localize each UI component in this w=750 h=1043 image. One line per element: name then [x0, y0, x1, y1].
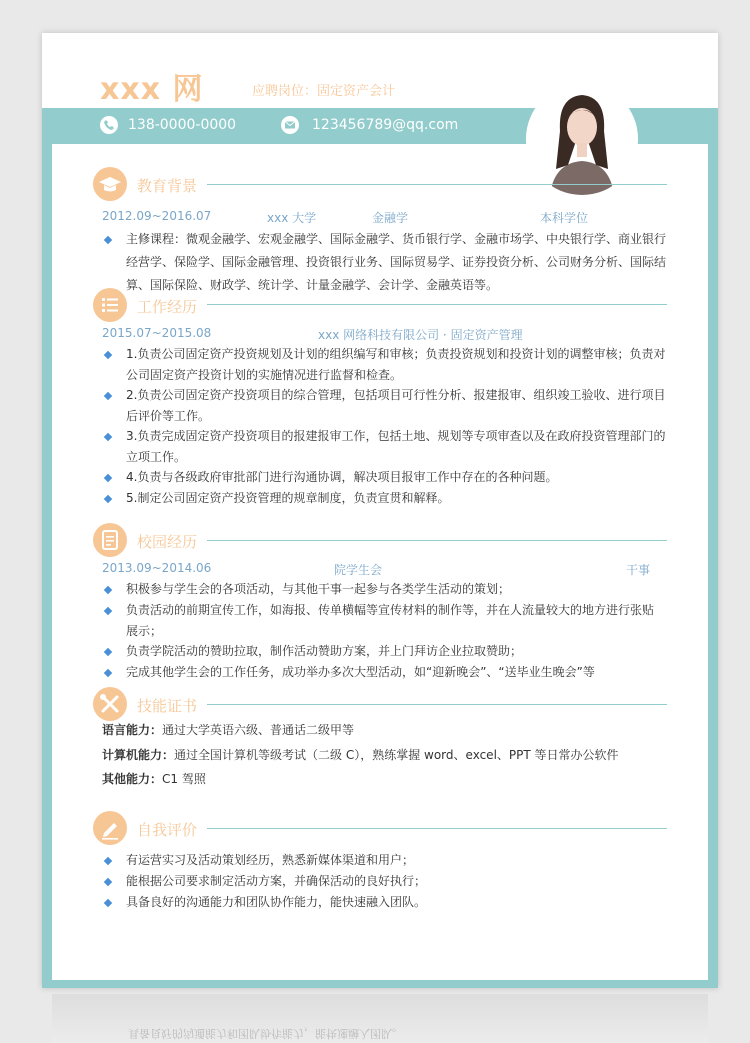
skill-computer-label: 计算机能力： [102, 748, 175, 762]
list-icon [93, 288, 127, 322]
skill-language-value: 通过大学英语六级、普通话二级甲等 [162, 723, 355, 737]
skill-language [102, 720, 354, 741]
self-item-1: 有运营实习及活动策划经历，熟悉新媒体渠道和用户； [126, 853, 415, 867]
tools-icon [93, 687, 127, 721]
work-title: 工作经历 [137, 298, 198, 316]
work-date: 2015.07~2015.08 [102, 326, 212, 340]
email-address: 123456789@qq.com [312, 117, 459, 133]
campus-item-1: 积极参与学生会的各项活动，与其他干事一起参与各类学生活动的策划； [126, 582, 511, 596]
skills-title: 技能证书 [137, 697, 198, 715]
work-item-1-line-2: 公司固定资产投资计划的实施情况进行监督和检查。 [126, 368, 403, 382]
work-divider [207, 304, 667, 305]
work-item-5: 5.制定公司固定资产投资管理的规章制度，负责宣贯和解释。 [126, 491, 450, 505]
work-item-3-line-2: 立项工作。 [126, 450, 187, 464]
campus-title: 校园经历 [137, 533, 198, 551]
campus-item-4: 完成其他学生会的工作任务，成功举办多次大型活动，如“迎新晚会”、“送毕业生晚会”等 [126, 665, 595, 679]
self-title: 自我评价 [137, 821, 198, 839]
job-position: 应聘岗位：固定资产会计 [252, 84, 396, 99]
reflection-text: 具备良好的沟通能力和团队协作能力，能快速融入团队。 [128, 1027, 403, 1040]
profile-photo [526, 83, 638, 195]
skills-divider [207, 704, 667, 705]
work-item-1-line-1: 1.负责公司固定资产投资规划及计划的组织编写和审核；负责投资规划和投资计划的调整审核；负责对 [126, 347, 666, 361]
mail-icon [281, 116, 299, 134]
skill-other-label: 其他能力： [102, 772, 163, 786]
graduation-cap-icon [93, 167, 127, 201]
skill-other [102, 769, 206, 790]
skill-language-label: 语言能力： [102, 723, 163, 737]
courses-line-2: 经营学、保险学、国际金融管理、投资银行业务、国际贸易学、证券投资分析、公司财务分析、国际结 [126, 255, 667, 269]
education-major: 金融学 [372, 211, 409, 225]
courses-line-1: 主修课程：微观金融学、宏观金融学、国际金融学、货币银行学、金融市场学、中央银行学、商业银行 [126, 232, 667, 246]
work-company: xxx 网络科技有限公司 · 固定资产管理 [318, 328, 523, 342]
education-divider [207, 184, 667, 185]
document-icon [93, 523, 127, 557]
campus-role: 干事 [626, 563, 651, 577]
education-degree: 本科学位 [540, 211, 589, 225]
work-item-3-line-1: 3.负责完成固定资产投资项目的报建报审工作，包括土地、规划等专项审查以及在政府投资管理部门的 [126, 429, 666, 443]
phone-icon [100, 116, 118, 134]
skill-computer [102, 745, 619, 766]
education-title: 教育背景 [137, 177, 198, 195]
work-item-2-line-2: 后评价等工作。 [126, 409, 211, 423]
campus-date: 2013.09~2014.06 [102, 561, 212, 575]
phone-number: 138-0000-0000 [128, 117, 237, 133]
skill-computer-value: 通过全国计算机等级考试（二级 C），熟练掌握 word、excel、PPT 等日常办公软件 [174, 748, 619, 762]
self-item-3: 具备良好的沟通能力和团队协作能力，能快速融入团队。 [126, 895, 427, 909]
courses-line-3: 算、国际保险、财政学、统计学、计量金融学、会计学、金融英语等。 [126, 278, 499, 292]
campus-org: 院学生会 [334, 563, 383, 577]
campus-item-3: 负责学院活动的赞助拉取，制作活动赞助方案，并上门拜访企业拉取赞助； [126, 644, 523, 658]
education-school: xxx 大学 [267, 211, 317, 225]
skill-other-value: C1 驾照 [162, 772, 206, 786]
self-divider [207, 828, 667, 829]
candidate-name: xxx 网 [100, 72, 204, 107]
campus-divider [207, 540, 667, 541]
education-date: 2012.09~2016.07 [102, 209, 212, 223]
work-item-2-line-1: 2.负责公司固定资产投资项目的综合管理，包括项目可行性分析、报建报审、组织竣工验收、进行项目 [126, 388, 666, 402]
campus-item-2-line-2: 展示； [126, 624, 163, 638]
pen-icon [93, 811, 127, 845]
campus-item-2-line-1: 负责活动的前期宣传工作，如海报、传单横幅等宣传材料的制作等，并在人流量较大的地方进行张贴 [126, 603, 655, 617]
self-item-2: 能根据公司要求制定活动方案，并确保活动的良好执行； [126, 874, 427, 888]
work-item-4: 4.负责与各级政府审批部门进行沟通协调，解决项目报审工作中存在的各种问题。 [126, 470, 558, 484]
